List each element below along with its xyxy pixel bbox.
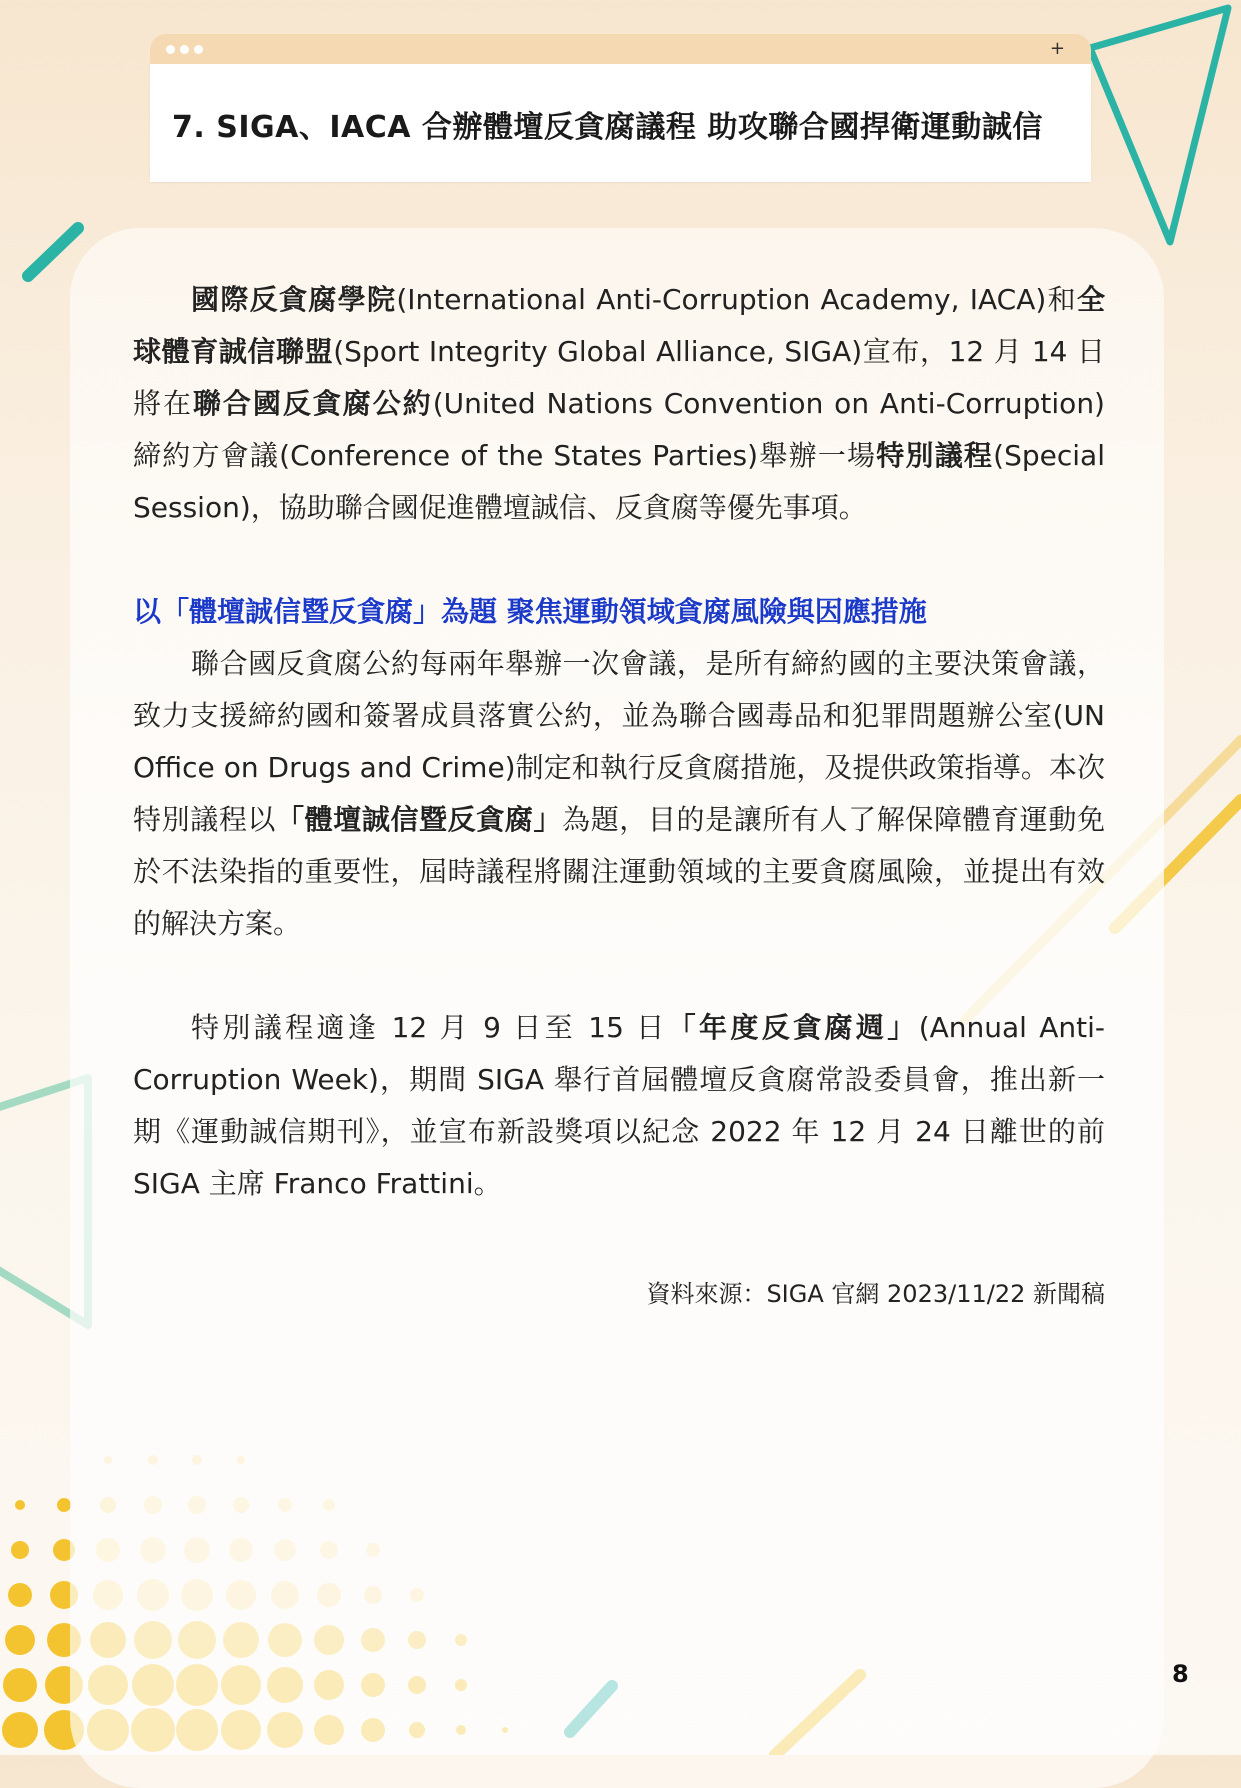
bold-text: 聯合國反貪腐公約	[192, 387, 433, 420]
source-citation: 資料來源：SIGA 官網 2023/11/22 新聞稿	[646, 1280, 1105, 1308]
article-body	[133, 274, 1105, 1210]
bold-text: 國際反貪腐學院	[191, 283, 397, 316]
bold-text: 「體壇誠信暨反貪腐」	[276, 803, 563, 836]
window-dots	[166, 45, 203, 54]
bold-text: 「年度反貪腐週」	[667, 1011, 919, 1044]
page-number: 8	[1172, 1660, 1189, 1688]
page-title: 7. SIGA、IACA 合辦體壇反貪腐議程 助攻聯合國捍衛運動誠信	[172, 110, 1043, 145]
bold-text: 特別議程	[876, 439, 994, 472]
teal-dash-top-left	[28, 228, 78, 276]
title-box	[150, 64, 1091, 182]
paragraph-1: 國際反貪腐學院(International Anti-Corruption Academy, IACA)和全球體育誠信聯盟(Sport Integrity Global Alliance, SIGA)宣布，12 月 14 日將在聯合國反貪腐公約(United Nations Convention on Anti-Corruption)締約方會議(Conference of the States Parties)舉辦一場特別議程(Special Session)，協助聯合國促進體壇誠信、反貪腐等優先事項。	[133, 283, 1105, 524]
paragraph-2: 聯合國反貪腐公約每兩年舉辦一次會議，是所有締約國的主要決策會議，致力支援締約國和簽署成員落實公約，並為聯合國毒品和犯罪問題辦公室(UN Office on Drugs and Crime)制定和執行反貪腐措施，及提供政策指導。本次特別議程以「體壇誠信暨反貪腐」為題，目的是讓所有人了解保障體育運動免於不法染指的重要性，屆時議程將關注運動領域的主要貪腐風險，並提出有效的解決方案。	[133, 647, 1105, 940]
bold-text: 全球體育誠信聯盟	[133, 283, 1105, 368]
section-subheading: 以「體壇誠信暨反貪腐」為題 聚焦運動領域貪腐風險與因應措施	[133, 595, 927, 628]
header-tab-bar	[150, 34, 1091, 64]
plus-icon: +	[1049, 38, 1065, 59]
teal-triangle-outline	[1090, 8, 1228, 242]
paragraph-3: 特別議程適逢 12 月 9 日至 15 日「年度反貪腐週」(Annual Anti-Corruption Week)，期間 SIGA 舉行首屆體壇反貪腐常設委員會，推出新一期《運動誠信期刊》，並宣布新設獎項以紀念 2022 年 12 月 24 日離世的前 SIGA 主席 Franco Frattini。	[133, 1011, 1105, 1200]
